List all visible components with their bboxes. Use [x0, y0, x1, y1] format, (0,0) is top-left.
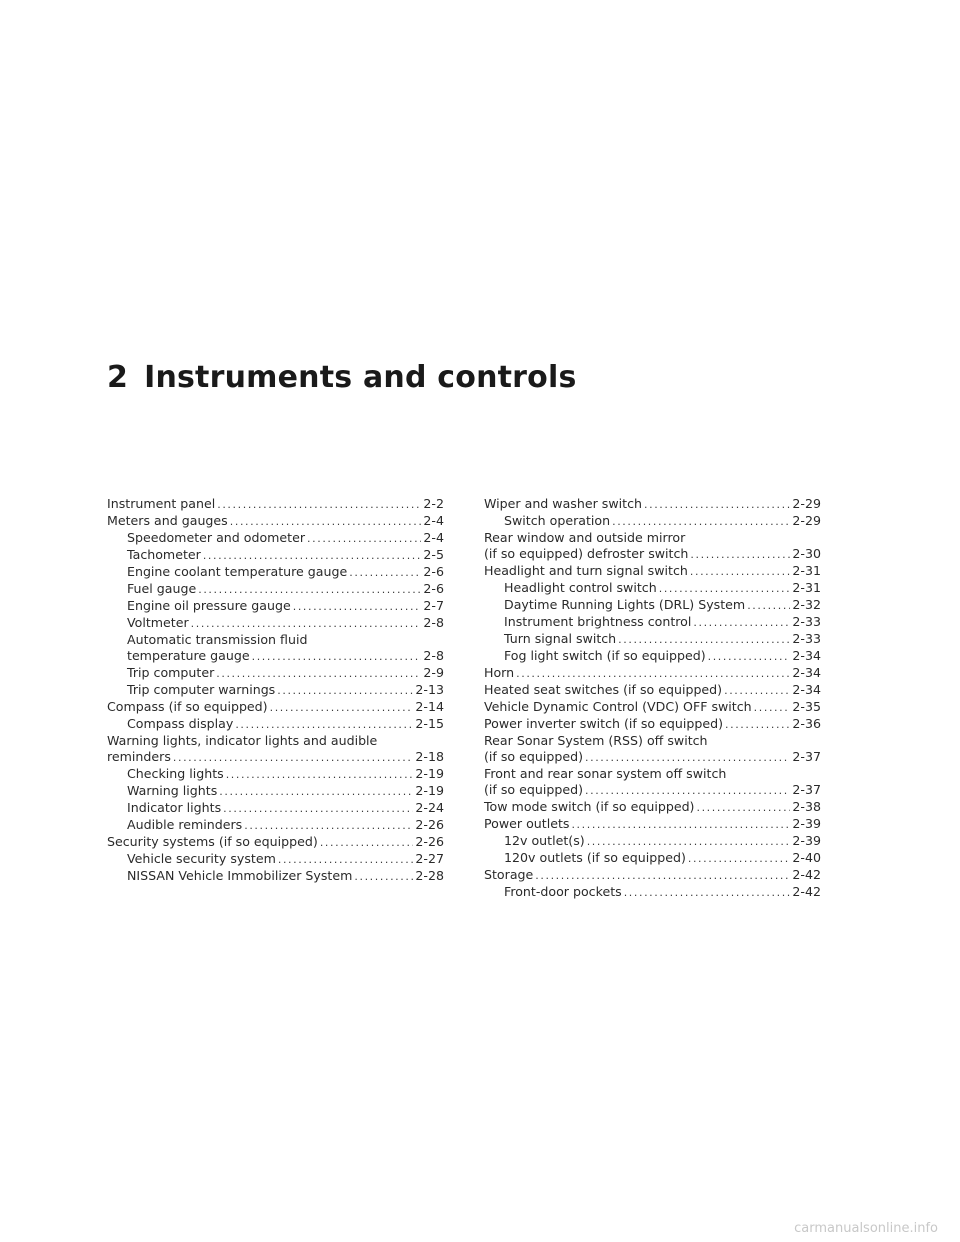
toc-entry-row — [127, 851, 444, 868]
toc-entry[interactable] — [107, 513, 444, 530]
toc-entry-row — [127, 581, 444, 598]
toc-page-number: 2-14 — [415, 699, 444, 714]
toc-entry-title: (if so equipped) — [484, 782, 583, 797]
toc-dot-leader — [216, 666, 421, 682]
toc-entry[interactable] — [484, 816, 821, 833]
toc-dot-leader — [198, 582, 421, 598]
toc-entry-title-line: Automatic transmission fluid — [127, 632, 308, 647]
toc-entry-row — [484, 665, 821, 682]
toc-entry-title: Front-door pockets — [504, 884, 622, 899]
toc-entry-row — [107, 699, 444, 716]
toc-page-number: 2-15 — [415, 716, 444, 731]
toc-entry-title: Warning lights — [127, 783, 218, 798]
toc-left-column — [107, 496, 444, 885]
toc-page-number: 2-31 — [792, 563, 821, 578]
toc-dot-leader — [320, 835, 414, 851]
toc-dot-leader — [659, 581, 791, 597]
toc-entry-title: Power inverter switch (if so equipped) — [484, 716, 723, 731]
toc-page-number: 2-4 — [423, 513, 444, 528]
toc-entry-row — [484, 716, 821, 733]
toc-entry-title: Turn signal switch — [504, 631, 617, 646]
toc-entry[interactable] — [107, 581, 444, 598]
toc-entry[interactable] — [484, 614, 821, 631]
toc-entry[interactable] — [107, 632, 444, 665]
toc-entry[interactable] — [107, 851, 444, 868]
toc-entry-row — [127, 783, 444, 800]
toc-entry-title: Headlight control switch — [504, 580, 657, 595]
toc-entry-title: Instrument brightness control — [504, 614, 692, 629]
toc-entry-title: Storage — [484, 867, 534, 882]
toc-entry-row — [484, 563, 821, 580]
toc-entry-title: Checking lights — [127, 766, 224, 781]
toc-entry-title: Wiper and washer switch — [484, 496, 642, 511]
toc-dot-leader — [219, 784, 413, 800]
toc-entry-row — [107, 513, 444, 530]
toc-entry-title: Voltmeter — [127, 615, 189, 630]
toc-entry-title: NISSAN Vehicle Immobilizer System — [127, 868, 353, 883]
toc-entry[interactable] — [107, 598, 444, 615]
toc-entry-title: Instrument panel — [107, 496, 216, 511]
toc-page-number: 2-8 — [423, 615, 444, 630]
toc-page-number: 2-7 — [423, 598, 444, 613]
toc-entry[interactable] — [484, 733, 821, 766]
toc-entry-row — [484, 749, 821, 766]
toc-entry-title: Security systems (if so equipped) — [107, 834, 318, 849]
toc-entry-title: Fog light switch (if so equipped) — [504, 648, 706, 663]
toc-entry[interactable] — [484, 665, 821, 682]
toc-dot-leader — [585, 783, 790, 799]
toc-entry-title: Audible reminders — [127, 817, 243, 832]
toc-entry[interactable] — [484, 716, 821, 733]
toc-dot-leader — [226, 767, 414, 783]
toc-page-number: 2-40 — [792, 850, 821, 865]
toc-dot-leader — [585, 750, 790, 766]
toc-page-number: 2-30 — [792, 546, 821, 561]
toc-entry-title: Vehicle security system — [127, 851, 276, 866]
toc-entry-title: Indicator lights — [127, 800, 222, 815]
toc-page-number: 2-27 — [415, 851, 444, 866]
toc-entry-title: Engine oil pressure gauge — [127, 598, 291, 613]
chapter-heading — [107, 360, 577, 395]
toc-page-number: 2-37 — [792, 749, 821, 764]
toc-entry-title: Switch operation — [504, 513, 611, 528]
toc-page-number: 2-4 — [423, 530, 444, 545]
toc-entry-title: Compass display — [127, 716, 234, 731]
toc-page-number: 2-6 — [423, 581, 444, 596]
toc-entry[interactable] — [484, 833, 821, 850]
toc-entry[interactable] — [107, 496, 444, 513]
toc-entry-title: Vehicle Dynamic Control (VDC) OFF switch — [484, 699, 752, 714]
toc-dot-leader — [690, 547, 790, 563]
toc-page-number: 2-34 — [792, 648, 821, 663]
toc-entry-row — [107, 496, 444, 513]
toc-page-number: 2-34 — [792, 665, 821, 680]
toc-entry-title: Trip computer — [127, 665, 215, 680]
toc-dot-leader — [252, 649, 422, 665]
toc-entry-row — [127, 817, 444, 834]
toc-entry-row — [484, 799, 821, 816]
toc-entry-row — [504, 648, 821, 665]
toc-entry-title: reminders — [107, 749, 171, 764]
toc-dot-leader — [217, 497, 421, 513]
toc-dot-leader — [747, 598, 790, 614]
toc-entry-title: Engine coolant temperature gauge — [127, 564, 348, 579]
toc-page-number: 2-5 — [423, 547, 444, 562]
toc-dot-leader — [724, 683, 790, 699]
toc-dot-leader — [191, 616, 422, 632]
toc-entry-row — [127, 800, 444, 817]
toc-entry-title: Daytime Running Lights (DRL) System — [504, 597, 746, 612]
toc-entry-title: Compass (if so equipped) — [107, 699, 268, 714]
toc-dot-leader — [708, 649, 791, 665]
toc-entry-row — [107, 749, 444, 766]
toc-entry-title: Fuel gauge — [127, 581, 197, 596]
toc-entry-row — [127, 665, 444, 682]
toc-dot-leader — [270, 700, 414, 716]
toc-entry-title-line: Warning lights, indicator lights and audible — [107, 733, 378, 748]
toc-page-number: 2-8 — [423, 648, 444, 663]
toc-entry[interactable] — [107, 783, 444, 800]
toc-dot-leader — [587, 834, 791, 850]
toc-entry-title: 12v outlet(s) — [504, 833, 585, 848]
toc-entry-row — [504, 631, 821, 648]
toc-entry-title: Headlight and turn signal switch — [484, 563, 688, 578]
toc-entry[interactable] — [484, 799, 821, 816]
toc-entry-row — [504, 850, 821, 867]
toc-page-number: 2-19 — [415, 783, 444, 798]
toc-entry-row — [484, 699, 821, 716]
toc-dot-leader — [725, 717, 790, 733]
toc-entry[interactable] — [484, 496, 821, 513]
toc-dot-leader — [644, 497, 790, 513]
toc-entry-title-line: Rear Sonar System (RSS) off switch — [484, 733, 708, 748]
toc-page-number: 2-39 — [792, 833, 821, 848]
toc-entry[interactable] — [107, 716, 444, 733]
toc-entry-row — [504, 597, 821, 614]
toc-dot-leader — [693, 615, 790, 631]
toc-page-number: 2-26 — [415, 817, 444, 832]
toc-dot-leader — [235, 717, 413, 733]
toc-dot-leader — [624, 885, 791, 901]
toc-entry[interactable] — [107, 766, 444, 783]
toc-entry-row — [484, 682, 821, 699]
toc-dot-leader — [754, 700, 791, 716]
toc-dot-leader — [688, 851, 791, 867]
toc-dot-leader — [571, 817, 790, 833]
toc-entry-title: Power outlets — [484, 816, 570, 831]
toc-entry[interactable] — [484, 766, 821, 799]
toc-dot-leader — [293, 599, 422, 615]
toc-entry[interactable] — [107, 564, 444, 581]
toc-entry-row — [484, 546, 821, 563]
toc-dot-leader — [278, 852, 414, 868]
toc-dot-leader — [516, 666, 790, 682]
toc-entry-row — [127, 564, 444, 581]
toc-entry-row — [484, 867, 821, 884]
toc-entry-title-line: Rear window and outside mirror — [484, 530, 686, 545]
toc-entry-title: Meters and gauges — [107, 513, 228, 528]
toc-entry[interactable] — [107, 868, 444, 885]
toc-dot-leader — [349, 565, 421, 581]
toc-entry-row — [484, 816, 821, 833]
toc-entry-title-line: Front and rear sonar system off switch — [484, 766, 727, 781]
toc-entry-title: (if so equipped) defroster switch — [484, 546, 689, 561]
toc-entry-row — [504, 513, 821, 530]
toc-entry[interactable] — [484, 682, 821, 699]
toc-entry-row — [127, 682, 444, 699]
toc-entry[interactable] — [484, 530, 821, 563]
toc-entry[interactable] — [484, 513, 821, 530]
toc-entry[interactable] — [484, 850, 821, 867]
toc-page-number: 2-31 — [792, 580, 821, 595]
toc-page-number: 2-42 — [792, 884, 821, 899]
toc-page-number: 2-29 — [792, 513, 821, 528]
toc-entry-row — [127, 615, 444, 632]
toc-entry-row — [127, 716, 444, 733]
toc-entry-title: Trip computer warnings — [127, 682, 276, 697]
toc-entry[interactable] — [107, 733, 444, 766]
toc-entry[interactable] — [484, 597, 821, 614]
toc-page-number: 2-24 — [415, 800, 444, 815]
watermark-text: carmanualsonline.info — [794, 1221, 938, 1236]
toc-dot-leader — [230, 514, 422, 530]
toc-entry-row — [127, 547, 444, 564]
toc-entry-row — [484, 782, 821, 799]
toc-page-number: 2-26 — [415, 834, 444, 849]
toc-entry-row — [107, 834, 444, 851]
toc-dot-leader — [612, 514, 790, 530]
toc-entry[interactable] — [484, 867, 821, 884]
toc-page-number: 2-29 — [792, 496, 821, 511]
toc-entry-title: temperature gauge — [127, 648, 250, 663]
toc-dot-leader — [173, 750, 414, 766]
toc-dot-leader — [690, 564, 791, 580]
toc-entry[interactable] — [107, 800, 444, 817]
toc-entry[interactable] — [484, 563, 821, 580]
toc-page-number: 2-34 — [792, 682, 821, 697]
toc-entry-title: Horn — [484, 665, 515, 680]
toc-entry-title: 120v outlets (if so equipped) — [504, 850, 686, 865]
toc-dot-leader — [244, 818, 413, 834]
toc-page-number: 2-35 — [792, 699, 821, 714]
toc-page-number: 2-28 — [415, 868, 444, 883]
toc-entry[interactable] — [107, 665, 444, 682]
toc-entry-row — [504, 884, 821, 901]
toc-page-number: 2-38 — [792, 799, 821, 814]
toc-entry-title: Tachometer — [127, 547, 201, 562]
toc-entry-row — [504, 833, 821, 850]
toc-entry-row — [504, 614, 821, 631]
toc-entry[interactable] — [107, 530, 444, 547]
toc-page-number: 2-33 — [792, 631, 821, 646]
toc-entry-title: (if so equipped) — [484, 749, 583, 764]
chapter-number: 2 — [107, 360, 129, 395]
toc-entry[interactable] — [484, 884, 821, 901]
toc-page-number: 2-6 — [423, 564, 444, 579]
toc-page-number: 2-32 — [792, 597, 821, 612]
toc-entry[interactable] — [107, 615, 444, 632]
toc-entry-title: Speedometer and odometer — [127, 530, 306, 545]
toc-entry-row — [127, 648, 444, 665]
toc-page-number: 2-2 — [423, 496, 444, 511]
toc-entry[interactable] — [107, 817, 444, 834]
toc-entry-title: Tow mode switch (if so equipped) — [484, 799, 695, 814]
toc-entry[interactable] — [107, 547, 444, 564]
toc-page-number: 2-9 — [423, 665, 444, 680]
toc-page-number: 2-33 — [792, 614, 821, 629]
toc-entry-row — [127, 766, 444, 783]
toc-entry-row — [484, 496, 821, 513]
toc-dot-leader — [203, 548, 422, 564]
toc-right-column — [484, 496, 821, 901]
toc-entry[interactable] — [107, 834, 444, 851]
toc-page-number: 2-42 — [792, 867, 821, 882]
toc-page-number: 2-19 — [415, 766, 444, 781]
toc-dot-leader — [307, 531, 421, 547]
toc-dot-leader — [696, 800, 790, 816]
toc-entry-row — [127, 530, 444, 547]
toc-page-number: 2-39 — [792, 816, 821, 831]
toc-page-number: 2-36 — [792, 716, 821, 731]
toc-dot-leader — [223, 801, 413, 817]
toc-entry[interactable] — [484, 699, 821, 716]
toc-entry[interactable] — [107, 682, 444, 699]
toc-page-number: 2-13 — [415, 682, 444, 697]
toc-entry-title: Heated seat switches (if so equipped) — [484, 682, 723, 697]
toc-entry[interactable] — [484, 580, 821, 597]
toc-page-number: 2-18 — [415, 749, 444, 764]
toc-page-number: 2-37 — [792, 782, 821, 797]
toc-dot-leader — [535, 868, 790, 884]
toc-entry[interactable] — [107, 699, 444, 716]
toc-entry[interactable] — [484, 648, 821, 665]
toc-entry-row — [127, 598, 444, 615]
toc-dot-leader — [618, 632, 790, 648]
toc-entry[interactable] — [484, 631, 821, 648]
toc-dot-leader — [277, 683, 413, 699]
toc-dot-leader — [354, 869, 413, 885]
chapter-title: Instruments and controls — [144, 360, 577, 395]
toc-entry-row — [504, 580, 821, 597]
toc-entry-row — [127, 868, 444, 885]
